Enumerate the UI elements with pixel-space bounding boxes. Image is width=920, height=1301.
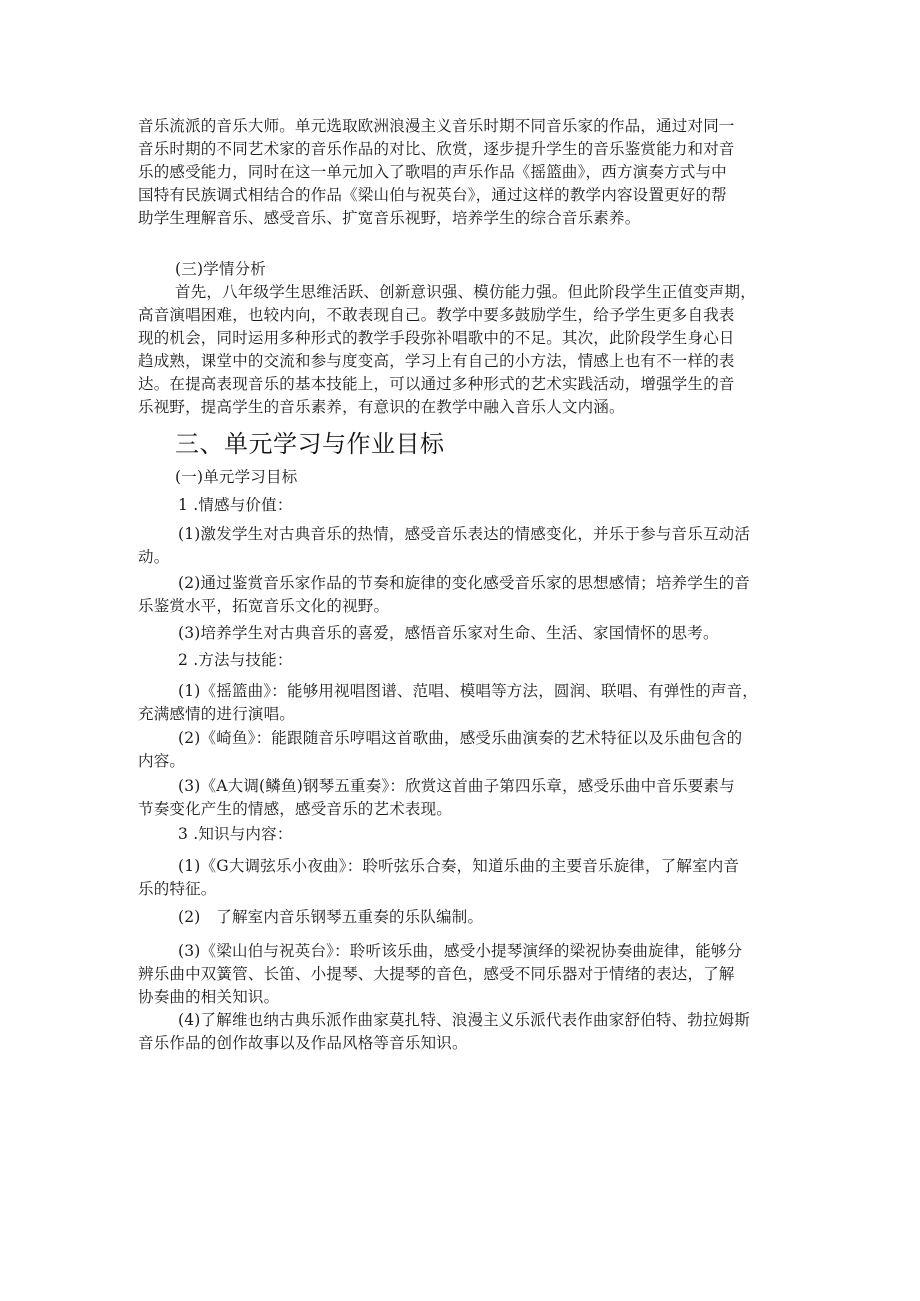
text-line: 音乐作品的创作故事以及作品风格等音乐知识。 (138, 1034, 468, 1052)
text-line: (3)《梁山伯与祝英台》：聆听该乐曲，感受小提琴演绎的梁祝协奏曲旋律，能够分 (178, 942, 743, 960)
text-line: 音乐流派的音乐大师。单元选取欧洲浪漫主义音乐时期不同音乐家的作品，通过对同一 (138, 117, 735, 135)
text-line: 趋成熟，课堂中的交流和参与度变高，学习上有自己的小方法，情感上也有不一样的表 (138, 352, 735, 370)
intro-paragraph (138, 115, 798, 230)
text-line: (2)《崎鱼》：能跟随音乐哼唱这首歌曲，感受乐曲演奏的艺术特征以及乐曲包含的 (178, 729, 743, 747)
text-line: 现的机会，同时运用多种形式的教学手段弥补唱歌中的不足。其次，此阶段学生身心日 (138, 329, 735, 347)
text-line: 乐鉴赏水平，拓宽音乐文化的视野。 (138, 597, 390, 615)
learner-analysis-section (138, 258, 798, 419)
text-line: 充满感情的进行演唱。 (138, 705, 296, 723)
text-line: 乐视野，提高学生的音乐素养，有意识的在教学中融入音乐人文内涵。 (138, 398, 625, 416)
text-line: 助学生理解音乐、感受音乐、扩宽音乐视野，培养学生的综合音乐素养。 (138, 209, 641, 227)
list-heading: 3 .知识与内容： (178, 825, 293, 843)
text-line: 动。 (138, 548, 170, 566)
subsection-title: (三)学情分析 (175, 260, 266, 278)
text-line: 乐的感受能力，同时在这一单元加入了歌唱的声乐作品《摇篮曲》，西方演奏方式与中 (138, 163, 727, 181)
emotion-title (138, 494, 798, 517)
text-line: (3)《A大调(鳞鱼)钢琴五重奏》：欣赏这首曲子第四乐章，感受乐曲中音乐要素与 (178, 777, 735, 795)
text-line: 国特有民族调式相结合的作品《梁山伯与祝英台》，通过这样的教学内容设置更好的帮 (138, 186, 727, 204)
knowledge-title (138, 823, 798, 846)
text-line: (2) 了解室内音乐钢琴五重奏的乐队编制。 (178, 908, 484, 926)
unit-goals-title (138, 466, 798, 489)
text-line: (2)通过鉴赏音乐家作品的节奏和旋律的变化感受音乐家的思想感情；培养学生的音 (178, 574, 751, 592)
list-item (138, 775, 798, 821)
text-line: 乐的特征。 (138, 880, 217, 898)
section-heading: 三、单元学习与作业目标 (175, 430, 445, 458)
list-item (138, 680, 798, 726)
list-item (138, 906, 798, 929)
text-line: (4)了解维也纳古典乐派作曲家莫扎特、浪漫主义乐派代表作曲家舒伯特、勃拉姆斯 (178, 1011, 751, 1029)
text-line: 达。在提高表现音乐的基本技能上，可以通过多种形式的艺术实践活动，增强学生的音 (138, 375, 735, 393)
text-line: 辨乐曲中双簧管、长笛、小提琴、大提琴的音色，感受不同乐器对于情绪的表达，了解 (138, 965, 735, 983)
text-line: 节奏变化产生的情感，感受音乐的艺术表现。 (138, 800, 453, 818)
list-item (138, 1009, 798, 1055)
list-item (138, 855, 798, 901)
list-item (138, 940, 798, 1009)
text-line: 内容。 (138, 752, 186, 770)
text-line: (1)激发学生对古典音乐的热情，感受音乐表达的情感变化，并乐于参与音乐互动活 (178, 525, 751, 543)
list-item (138, 622, 798, 645)
text-line: 音乐时期的不同艺术家的音乐作品的对比、欣赏，逐步提升学生的音乐鉴赏能力和对音 (138, 140, 735, 158)
text-line: 高音演唱困难，也较内向，不敢表现自己。教学中要多鼓励学生，给予学生更多自我表 (138, 306, 735, 324)
list-item (138, 727, 798, 773)
list-heading: 2 .方法与技能： (178, 651, 293, 669)
subsection-title: (一)单元学习目标 (175, 468, 298, 486)
text-line: 协奏曲的相关知识。 (138, 988, 280, 1006)
list-heading: 1 .情感与价值： (178, 496, 293, 514)
text-line: (1)《摇篮曲》：能够用视唱图谱、范唱、模唱等方法，圆润、联唱、有弹性的声音， (178, 682, 759, 700)
text-line: 首先，八年级学生思维活跃、创新意识强、模仿能力强。但此阶段学生正值变声期， (175, 283, 756, 301)
methods-title (138, 649, 798, 672)
list-item (138, 523, 798, 569)
text-line: (1)《G大调弦乐小夜曲》：聆听弦乐合奏，知道乐曲的主要音乐旋律，了解室内音 (178, 857, 740, 875)
list-item (138, 572, 798, 618)
text-line: (3)培养学生对古典音乐的喜爱，感悟音乐家对生命、生活、家国情怀的思考。 (178, 624, 719, 642)
